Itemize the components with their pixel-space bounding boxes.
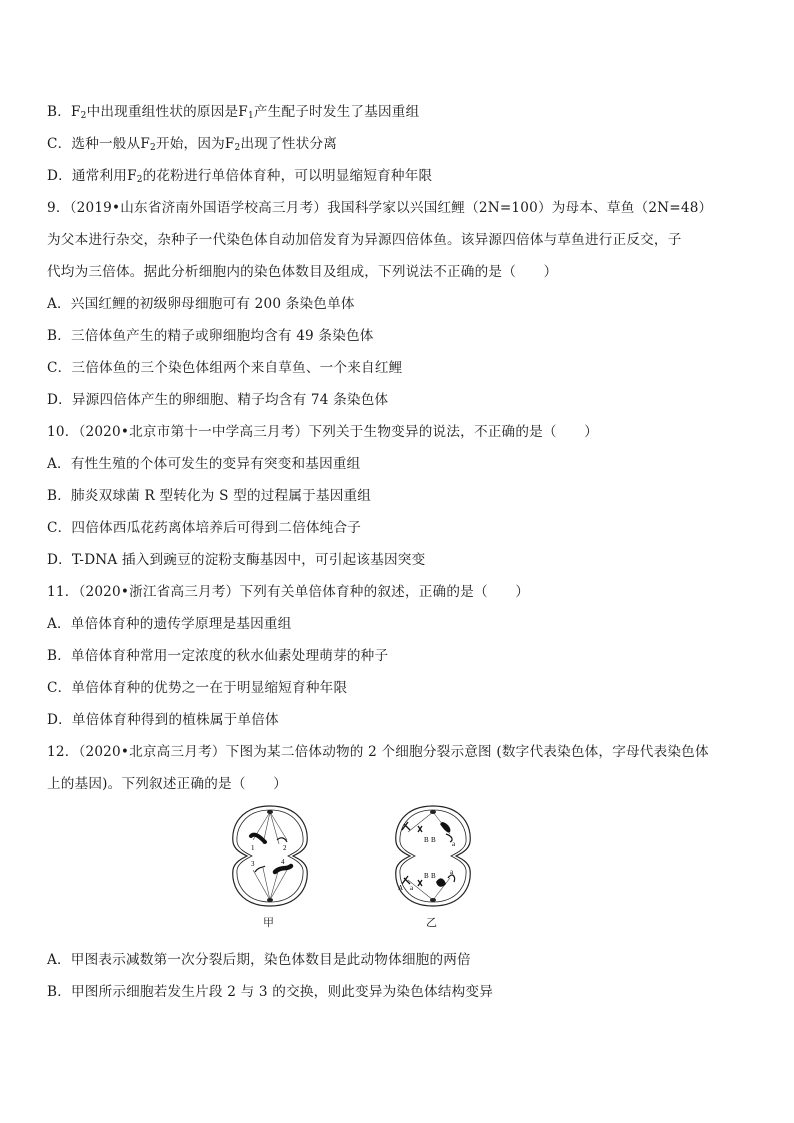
q9-option-a: A．兴国红鲤的初级卵母细胞可有 200 条染色单体 <box>47 296 355 312</box>
figure-label-yi: 乙 <box>426 916 437 929</box>
q12-stem-line1: 12．（2020•北京高三月考）下图为某二倍体动物的 2 个细胞分裂示意图 (数字代表染色体，字母代表染色体 <box>47 744 709 760</box>
chromosome-number-3: 3 <box>251 860 255 868</box>
gene-label: a <box>450 868 454 876</box>
figure-label-jia: 甲 <box>263 916 274 929</box>
q10-option-d: D．T-DNA 插入到豌豆的淀粉支酶基因中，可引起该基因突变 <box>47 552 426 568</box>
q8-option-b: B．$F_2$中出现重组性状的原因是$F_1$产生配子时发生了基因重组 <box>47 104 420 121</box>
q11-option-b: B．单倍体育种常用一定浓度的秋水仙素处理萌芽的种子 <box>47 648 389 664</box>
gene-label: B <box>431 836 436 844</box>
q9-option-b: B．三倍体鱼产生的精子或卵细胞均含有 49 条染色体 <box>47 328 374 344</box>
gene-label: a <box>452 840 456 848</box>
q10-option-b: B．肺炎双球菌 R 型转化为 S 型的过程属于基因重组 <box>47 488 372 504</box>
gene-label: B <box>424 872 429 880</box>
q9-option-d: D．异源四倍体产生的卵细胞、精子均含有 74 条染色体 <box>47 392 389 408</box>
q10-option-a: A．有性生殖的个体可发生的变异有突变和基因重组 <box>47 456 361 472</box>
gene-label: B <box>431 872 436 880</box>
q11-option-a: A．单倍体育种的遗传学原理是基因重组 <box>47 616 292 632</box>
q8-option-c: C．选种一般从$F_2$开始，因为$F_2$出现了性状分离 <box>47 136 338 153</box>
q10-stem: 10．（2020•北京市第十一中学高三月考）下列关于生物变异的说法，不正确的是（ ） <box>47 424 599 440</box>
chromosome-number-4: 4 <box>281 858 285 866</box>
q11-option-d: D．单倍体育种得到的植株属于单倍体 <box>47 712 279 728</box>
cell-diagram-jia <box>225 800 315 912</box>
q8-option-d: D．通常利用$F_2$的花粉进行单倍体育种，可以明显缩短育种年限 <box>47 168 433 185</box>
q9-option-c: C．三倍体鱼的三个染色体组两个来自草鱼、一个来自红鲤 <box>47 360 403 376</box>
q12-option-b: B．甲图所示细胞若发生片段 2 与 3 的交换，则此变异为染色体结构变异 <box>47 984 493 1000</box>
q11-stem: 11．（2020•浙江省高三月考）下列有关单倍体育种的叙述，正确的是（ ） <box>47 584 530 600</box>
gene-label: A <box>398 884 404 892</box>
chromosome-number-2: 2 <box>283 844 287 852</box>
q9-stem-line3: 代均为三倍体。据此分析细胞内的染色体数目及组成，下列说法不正确的是（ ） <box>47 264 558 280</box>
gene-label: B <box>424 836 429 844</box>
q9-stem-line1: 9．（2019•山东省济南外国语学校高三月考）我国科学家以兴国红鲤（2N=100）为母本、草鱼（2N=48） <box>47 200 713 216</box>
q9-stem-line2: 为父本进行杂交，杂种子一代染色体自动加倍发育为异源四倍体鱼。该异源四倍体与草鱼进行正反交，子 <box>47 232 682 248</box>
cell-diagram-yi <box>388 800 478 912</box>
q12-stem-line2: 上的基因)。下列叙述正确的是（ ） <box>47 776 287 792</box>
q10-option-c: C．四倍体西瓜花药离体培养后可得到二倍体纯合子 <box>47 520 362 536</box>
q12-option-a: A．甲图表示减数第一次分裂后期，染色体数目是此动物体细胞的两倍 <box>47 952 471 968</box>
gene-label: a <box>410 884 414 892</box>
q11-option-c: C．单倍体育种的优势之一在于明显缩短育种年限 <box>47 680 348 696</box>
chromosome-number-1: 1 <box>251 844 255 852</box>
